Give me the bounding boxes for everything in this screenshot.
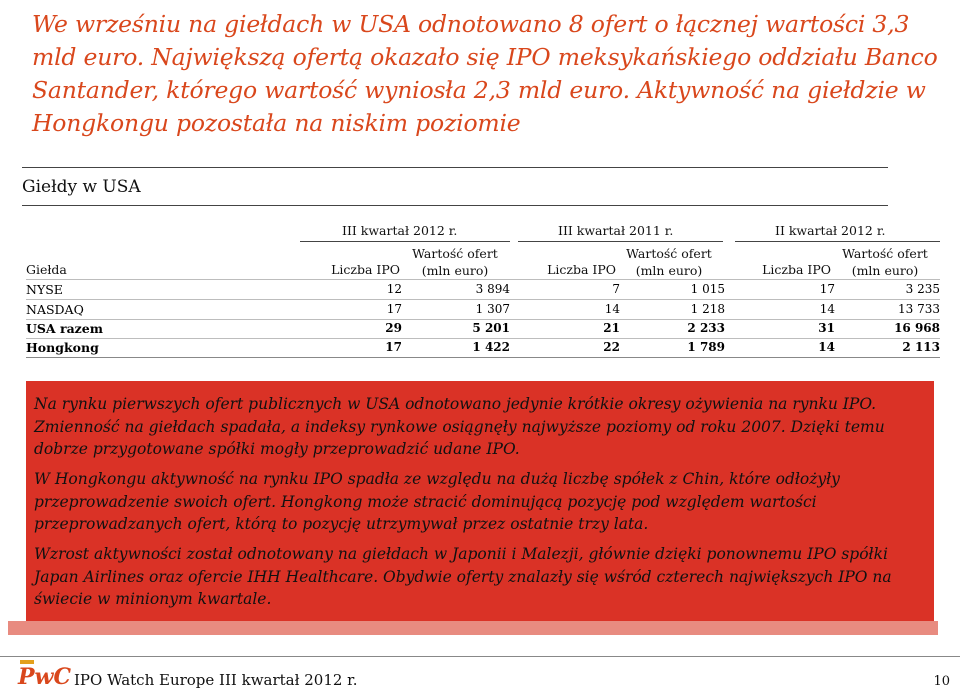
box-shadow bbox=[8, 621, 938, 635]
commentary-paragraph: Na rynku pierwszych ofert publicznych w USA odnotowano jedynie krótkie okresy ożywienia na rynku IPO. Zmienność na giełdach spadała, a indeksy rynkowe osiągnęły najwyższe poziomy od roku 2007. Dzięki temu dobrze przygotowane spółki mogły przeprowadzić udane IPO. bbox=[34, 395, 885, 458]
headline-line: mld euro. Największą ofertą okazało się IPO meksykańskiego oddziału Banco bbox=[32, 43, 938, 71]
pwc-logo: PwC bbox=[18, 664, 71, 690]
col-header-value-line2: (mln euro) bbox=[421, 263, 489, 278]
col-header-count: Liczba IPO bbox=[547, 262, 616, 277]
row-label: NASDAQ bbox=[26, 302, 84, 317]
col-header-value-line2: (mln euro) bbox=[635, 263, 703, 278]
section-title: Giełdy w USA bbox=[22, 177, 141, 197]
cell: 5 201 bbox=[472, 321, 510, 335]
cell: 17 bbox=[386, 302, 402, 316]
footer-rule bbox=[0, 656, 960, 657]
divider bbox=[22, 205, 888, 206]
table-row-usa-total bbox=[26, 319, 940, 339]
headline-line: Santander, którego wartość wyniosła 2,3 mld euro. Aktywność na giełdzie w bbox=[32, 76, 926, 104]
cell: 1 307 bbox=[475, 302, 510, 316]
cell: 1 015 bbox=[690, 282, 725, 296]
table-row-nyse bbox=[26, 280, 940, 300]
col-header-value-line1: Wartość ofert bbox=[412, 246, 498, 261]
cell: 14 bbox=[818, 340, 835, 354]
cell: 2 233 bbox=[687, 321, 725, 335]
period-underline bbox=[300, 241, 510, 242]
period-header-q3-2012: III kwartał 2012 r. bbox=[342, 223, 458, 238]
cell: 1 218 bbox=[690, 302, 725, 316]
cell: 1 789 bbox=[687, 340, 725, 354]
col-header-value-line2: (mln euro) bbox=[851, 263, 919, 278]
col-header-value-line1: Wartość ofert bbox=[842, 246, 928, 261]
table-row-nasdaq bbox=[26, 300, 940, 320]
table-bottom-rule bbox=[26, 357, 940, 358]
col-header-count: Liczba IPO bbox=[331, 262, 400, 277]
headline-line: We wrześniu na giełdach w USA odnotowano 8 ofert o łącznej wartości 3,3 bbox=[32, 10, 910, 38]
cell: 17 bbox=[819, 282, 835, 296]
period-header-q2-2012: II kwartał 2012 r. bbox=[775, 223, 886, 238]
row-label: Hongkong bbox=[26, 340, 99, 355]
cell: 14 bbox=[604, 302, 620, 316]
footer-title: IPO Watch Europe III kwartał 2012 r. bbox=[74, 671, 358, 689]
col-header-value bbox=[614, 245, 724, 279]
row-label: USA razem bbox=[26, 321, 103, 336]
commentary-paragraph: Wzrost aktywności został odnotowany na giełdach w Japonii i Malezji, głównie dzięki ponownemu IPO spółki Japan Airlines oraz ofercie IHH Healthcare. Obydwie oferty znalazły się wśród czterech największych IPO na świecie w minionym kwartale. bbox=[34, 545, 892, 608]
slide-headline bbox=[32, 8, 942, 140]
cell: 17 bbox=[385, 340, 402, 354]
row-label: NYSE bbox=[26, 282, 63, 297]
cell: 1 422 bbox=[472, 340, 510, 354]
headline-line: Hongkongu pozostała na niskim poziomie bbox=[32, 109, 521, 137]
col-header-value bbox=[400, 245, 510, 279]
period-header-q3-2011: III kwartał 2011 r. bbox=[558, 223, 674, 238]
cell: 14 bbox=[819, 302, 835, 316]
cell: 29 bbox=[385, 321, 402, 335]
cell: 2 113 bbox=[902, 340, 940, 354]
cell: 31 bbox=[818, 321, 835, 335]
period-underline bbox=[735, 241, 940, 242]
col-header-value-line1: Wartość ofert bbox=[626, 246, 712, 261]
divider bbox=[22, 167, 888, 168]
cell: 22 bbox=[603, 340, 620, 354]
commentary-box bbox=[26, 381, 934, 621]
col-header-value bbox=[830, 245, 940, 279]
page-number: 10 bbox=[933, 674, 950, 689]
col-header-exchange: Giełda bbox=[26, 262, 67, 277]
period-underline bbox=[518, 241, 723, 242]
table-row-hongkong bbox=[26, 338, 940, 358]
cell: 3 235 bbox=[905, 282, 940, 296]
cell: 3 894 bbox=[475, 282, 510, 296]
commentary-paragraph: W Hongkongu aktywność na rynku IPO spadła ze względu na dużą liczbę spółek z Chin, które odłożyły przeprowadzenie swoich ofert. Hongkong może stracić dominującą pozycję pod względem wartości przeprowadzanych ofert, którą to pozycję utrzymywał przez ostatnie trzy lata. bbox=[34, 470, 840, 533]
cell: 16 968 bbox=[894, 321, 940, 335]
cell: 12 bbox=[386, 282, 402, 296]
cell: 7 bbox=[612, 282, 620, 296]
cell: 21 bbox=[603, 321, 620, 335]
cell: 13 733 bbox=[898, 302, 940, 316]
col-header-count: Liczba IPO bbox=[762, 262, 831, 277]
